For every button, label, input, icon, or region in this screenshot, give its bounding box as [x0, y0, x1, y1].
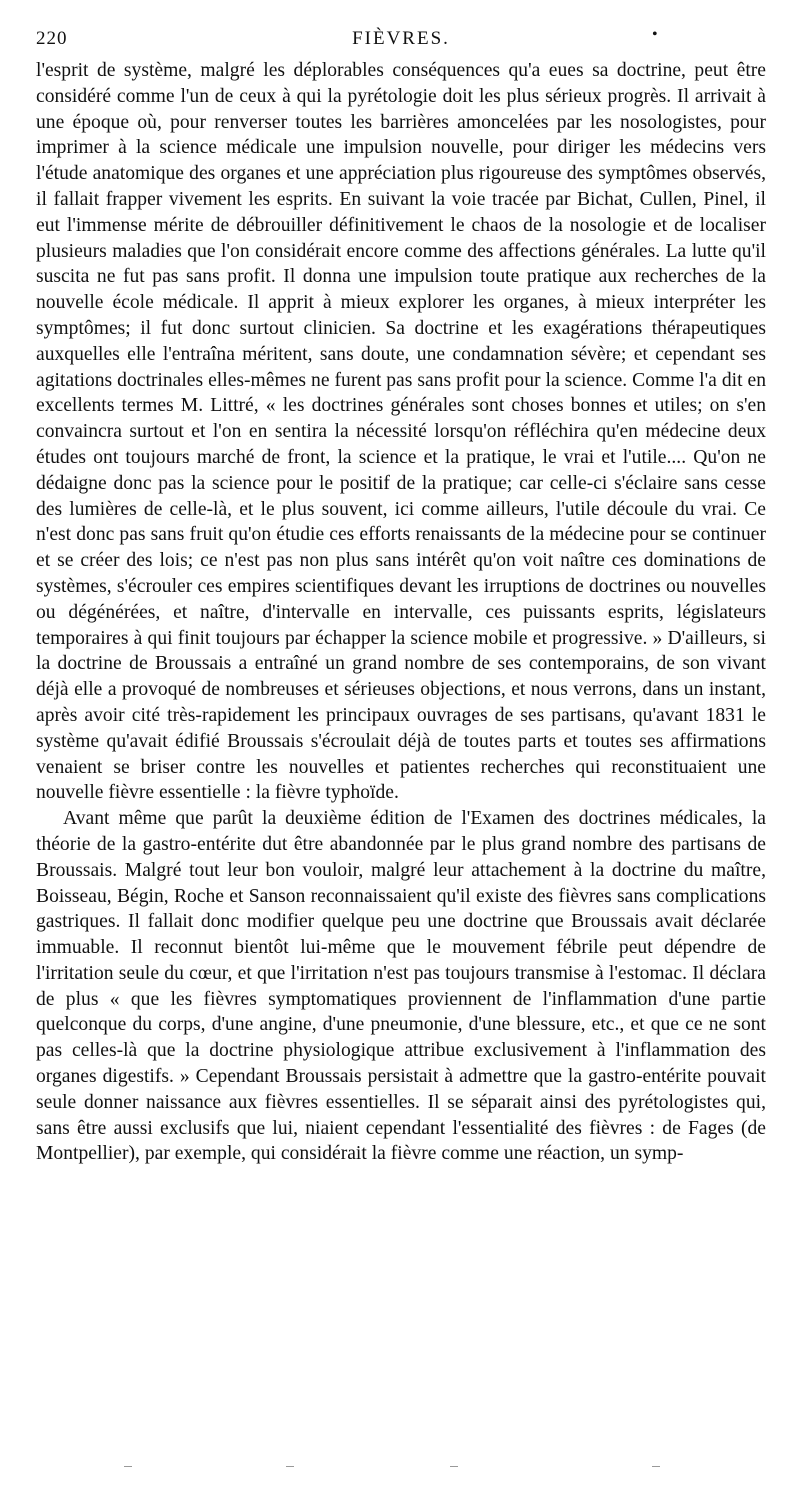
- scan-mark: [124, 1466, 132, 1467]
- scan-mark: [450, 1466, 458, 1467]
- scan-mark: [286, 1466, 294, 1467]
- paragraph: Avant même que parût la deuxième édition de l'Examen des doctrines médicales, la théorie de la gastro-entérite dut être abandonnée par le plus grand nombre des partisans de Broussais. Malgré tout leur bon vouloir, malgré leur attachement à la doctrine du maître, Boisseau, Bégin, Roche et Sanson reconnaissaient qu'il existe des fièvres sans complications gastriques. Il fallait donc modifier quelque peu une doctrine que Broussais avait déclarée immuable. Il reconnut bientôt lui-même que le mouvement fébrile peut dépendre de l'irritation seule du cœur, et que l'irritation n'est pas toujours transmise à l'estomac. Il déclara de plus « que les fièvres symptomatiques proviennent de l'inflammation d'une partie quelconque du corps, d'une angine, d'une pneumonie, d'une blessure, etc., et que ce ne sont pas celles-là que la doctrine physiologique attribue exclusivement à l'inflammation des organes digestifs. » Cependant Broussais persistait à admettre que la gastro-entérite pouvait seule donner naissance aux fièvres essentielles. Il se séparait ainsi des pyrétologistes qui, sans être aussi exclusifs que lui, niaient cependant l'essentialité des fièvres : de Fages (de Montpellier), par exemple, qui considérait la fièvre comme une réaction, un symp-: [36, 808, 766, 1165]
- paragraph: l'esprit de système, malgré les déplorables conséquences qu'a eues sa doctrine, peut être considéré comme l'un de ceux à qui la pyrétologie doit les plus sérieux progrès. Il arrivait à une époque où, pour renverser toutes les barrières amoncelées par les nosologistes, pour imprimer à la science médicale une impulsion nouvelle, pour diriger les médecins vers l'étude anatomique des organes et une appréciation plus rigoureuse des symptômes observés, il fallait frapper vivement les esprits. En suivant la voie tracée par Bichat, Cullen, Pinel, il eut l'immense mérite de débrouiller définitivement le chaos de la nosologie et de localiser plusieurs maladies que l'on considérait encore comme des affections générales. La lutte qu'il suscita ne fut pas sans profit. Il donna une impulsion toute pratique aux recherches de la nouvelle école médicale. Il apprit à mieux explorer les organes, à mieux interpréter les symptômes; il fut donc surtout clinicien. Sa doctrine et les exagérations thérapeutiques auxquelles elle l'entraîna méritent, sans doute, une condamnation sévère; et cependant ses agitations doctrinales elles-mêmes ne furent pas sans profit pour la science. Comme l'a dit en excellents termes M. Littré, « les doctrines générales sont choses bonnes et utiles; on s'en convaincra surtout et l'on en sentira la nécessité lorsqu'on réfléchira qu'en médecine deux études ont toujours marché de front, la science et la pratique, le vrai et l'utile.... Qu'on ne dédaigne donc pas la science pour le positif de la pratique; car celle-ci s'éclaire sans cesse des lumières de celle-là, et le plus souvent, ici comme ailleurs, l'utile découle du vrai. Ce n'est donc pas sans fruit qu'on étudie ces efforts renaissants de la médecine pour se continuer et se créer des lois; ce n'est pas non plus sans intérêt qu'on voit naître ces dominations de systèmes, s'écrouler ces empires scientifiques devant les irruptions de doctrines ou nouvelles ou dégénérées, et naître, d'intervalle en intervalle, ces puissants esprits, législateurs temporaires à qui finit toujours par échapper la science mobile et progressive. » D'ailleurs, si la doctrine de Broussais a entraîné un grand nombre de ses contemporains, de son vivant déjà elle a provoqué de nombreuses et sérieuses objections, et nous verrons, dans un instant, après avoir cité très-rapidement les principaux ouvrages de ses partisans, qu'avant 1831 le système qu'avait édifié Broussais s'écroulait déjà de toutes parts et toutes ses affirmations venaient se briser contre les nouvelles et patientes recherches qui reconstituaient une nouvelle fièvre essentielle : la fièvre typhoïde.: [36, 60, 766, 804]
- print-mark: •: [652, 26, 659, 43]
- scan-mark: [652, 1466, 660, 1467]
- body-text: [36, 58, 766, 1167]
- book-page: [36, 22, 766, 1167]
- running-title: FIÈVRES.: [352, 28, 450, 49]
- page-number: 220: [36, 28, 68, 49]
- running-head: [36, 22, 766, 54]
- page-bottom-marks: [0, 1466, 800, 1478]
